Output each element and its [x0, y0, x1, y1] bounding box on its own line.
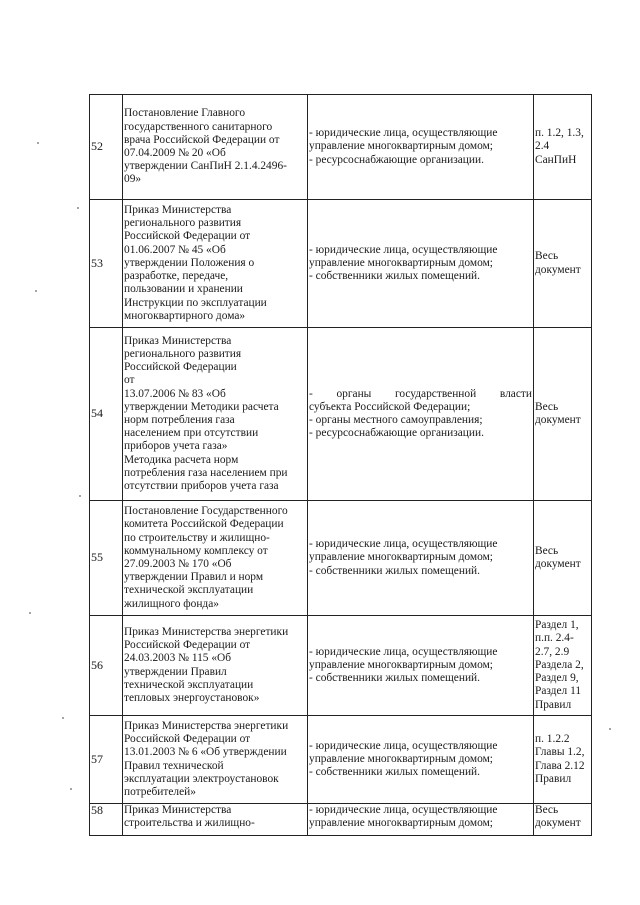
subjects-line: субъекта Российской Федерации; — [309, 400, 471, 413]
row-number: 52 — [90, 95, 123, 200]
document-title-line: строительства и жилищно- — [124, 817, 255, 830]
document-title-line: утверждении Положения о — [124, 256, 255, 269]
section-line: п. 1.2.2 — [535, 733, 570, 746]
document-title-line: утверждении Методики расчета — [124, 400, 279, 413]
document-title-line: от — [124, 374, 135, 387]
subjects-word: - — [309, 387, 313, 400]
document-title-cell — [123, 95, 308, 200]
subjects-line: управление многоквартирным домом; — [309, 752, 493, 765]
section-line: документ — [535, 263, 581, 276]
section-cell — [534, 95, 592, 200]
section-cell — [534, 716, 592, 804]
document-title-line: врача Российской Федерации от — [124, 133, 280, 146]
document-title-line: жилищного фонда» — [124, 597, 219, 610]
table-row — [90, 200, 592, 328]
document-title-line: коммунальному комплексу от — [124, 544, 268, 557]
document-title-cell — [123, 328, 308, 501]
document-title-cell — [123, 616, 308, 716]
document-title-line: 13.07.2006 № 83 «Об — [124, 387, 226, 400]
subjects-cell — [308, 95, 534, 200]
table-row — [90, 716, 592, 804]
section-cell — [534, 804, 592, 836]
document-title-line: 09» — [124, 173, 142, 186]
document-title-line: приборов учета газа» — [124, 440, 228, 453]
document-title-line: утверждении Правил — [124, 665, 227, 678]
subjects-word: органы — [336, 387, 372, 400]
document-title-line: многоквартирного дома» — [124, 309, 246, 322]
section-line: документ — [535, 817, 581, 830]
table-row — [90, 804, 592, 836]
row-number: 54 — [90, 328, 123, 501]
document-title-line: утверждении СанПиН 2.1.4.2496- — [124, 160, 287, 173]
subjects-line: - ресурсоснабжающие организации. — [309, 427, 484, 440]
subjects-line: управление многоквартирным домом; — [309, 817, 493, 830]
section-cell — [534, 200, 592, 328]
table-row — [90, 616, 592, 716]
document-title-line: Приказ Министерства — [124, 804, 232, 816]
subjects-line: - юридические лица, осуществляющие — [309, 804, 498, 816]
section-line: п. 1.2, 1.3, — [535, 127, 584, 140]
section-line: СанПиН — [535, 153, 577, 166]
document-title-line: Российской Федерации от — [124, 733, 251, 746]
document-title-line: Приказ Министерства — [124, 204, 232, 217]
subjects-line: управление многоквартирным домом; — [309, 256, 493, 269]
subjects-line: управление многоквартирным домом; — [309, 658, 493, 671]
section-line: Раздел 1, — [535, 619, 579, 632]
document-title-line: по строительству и жилищно- — [124, 531, 270, 544]
document-title-line: Российской Федерации от — [124, 230, 251, 243]
document-title-cell — [123, 804, 308, 836]
scan-speck — [77, 207, 79, 209]
document-title-line: 27.09.2003 № 170 «Об — [124, 558, 232, 570]
section-line: Весь — [535, 544, 559, 557]
subjects-line: - собственники жилых помещений. — [309, 766, 480, 779]
section-cell — [534, 501, 592, 616]
section-line: Раздел 11 — [535, 685, 582, 698]
section-line: Глава 2.12 — [535, 759, 585, 772]
document-title-line: разработке, передаче, — [124, 270, 229, 283]
subjects-cell — [308, 328, 534, 501]
subjects-line: - собственники жилых помещений. — [309, 270, 480, 283]
document-title-line: технической эксплуатации — [124, 584, 254, 597]
subjects-line: - юридические лица, осуществляющие — [309, 645, 498, 658]
subjects-line: - юридические лица, осуществляющие — [309, 127, 498, 140]
subjects-line: - юридические лица, осуществляющие — [309, 739, 498, 752]
scan-speck — [35, 290, 37, 292]
document-title-cell — [123, 501, 308, 616]
document-title-line: Приказ Министерства энергетики — [124, 625, 289, 638]
section-line: Раздела 2, — [535, 658, 584, 671]
section-cell — [534, 328, 592, 501]
subjects-word: власти — [499, 387, 532, 400]
row-number: 55 — [90, 501, 123, 616]
table-row — [90, 95, 592, 200]
document-title-line: Российской Федерации от — [124, 639, 251, 652]
document-title-cell — [123, 716, 308, 804]
section-line: Весь — [535, 804, 559, 816]
document-title-line: отсутствии приборов учета газа — [124, 480, 279, 493]
section-line: Весь — [535, 250, 559, 263]
document-title-line: Постановление Главного — [124, 107, 246, 120]
document-title-line: государственного санитарного — [124, 120, 273, 133]
section-line: Главы 1.2, — [535, 746, 585, 759]
subjects-line: - юридические лица, осуществляющие — [309, 243, 498, 256]
table-row — [90, 501, 592, 616]
subjects-cell — [308, 616, 534, 716]
section-line: документ — [535, 414, 581, 426]
scan-speck — [62, 717, 64, 719]
table-body — [90, 95, 592, 836]
document-title-line: Постановление Государственного — [124, 505, 288, 518]
section-cell — [534, 616, 592, 716]
document-title-line: комитета Российской Федерации — [124, 518, 284, 531]
section-line: 2.4 — [535, 140, 550, 153]
document-title-line: технической эксплуатации — [124, 678, 254, 691]
subjects-line: управление многоквартирным домом; — [309, 140, 493, 153]
document-title-line: Правил технической — [124, 759, 224, 772]
subjects-cell — [308, 804, 534, 836]
subjects-word: государственной — [395, 387, 477, 400]
section-line: Раздел 9, — [535, 672, 579, 685]
subjects-line: - собственники жилых помещений. — [309, 564, 480, 577]
subjects-cell — [308, 200, 534, 328]
document-title-line: пользовании и хранении — [124, 283, 243, 296]
document-title-line: Российской Федерации — [124, 361, 237, 374]
document-title-line: Инструкции по эксплуатации — [124, 296, 267, 309]
document-title-line: регионального развития — [124, 347, 242, 360]
document-title-line: потребления газа населением при — [124, 466, 288, 479]
section-line: документ — [535, 558, 581, 570]
document-title-cell — [123, 200, 308, 328]
section-line: 2.7, 2.9 — [535, 645, 570, 658]
document-title-line: эксплуатации электроустановок — [124, 772, 279, 785]
scan-speck — [79, 495, 81, 497]
row-number: 58 — [90, 804, 123, 836]
document-title-line: 13.01.2003 № 6 «Об утверждении — [124, 746, 287, 759]
document-title-line: 01.06.2007 № 45 «Об — [124, 243, 226, 256]
subjects-justified-line — [309, 388, 532, 401]
document-title-line: норм потребления газа — [124, 414, 235, 426]
document-title-line: населением при отсутствии — [124, 427, 259, 440]
row-number: 57 — [90, 716, 123, 804]
table-row — [90, 328, 592, 501]
row-number: 56 — [90, 616, 123, 716]
scan-speck — [609, 728, 611, 730]
row-number: 53 — [90, 200, 123, 328]
document-title-line: 24.03.2003 № 115 «Об — [124, 652, 232, 665]
regulations-table — [89, 94, 592, 836]
subjects-cell — [308, 716, 534, 804]
subjects-cell — [308, 501, 534, 616]
document-title-line: потребителей» — [124, 785, 196, 798]
section-line: Весь — [535, 400, 559, 413]
scan-speck — [29, 612, 31, 614]
scan-speck — [70, 788, 72, 790]
section-line: Правил — [535, 698, 572, 711]
document-title-line: 07.04.2009 № 20 «Об — [124, 147, 226, 159]
subjects-line: - органы местного самоуправления; — [309, 414, 483, 426]
subjects-line: - юридические лица, осуществляющие — [309, 538, 498, 551]
scan-speck — [37, 142, 39, 144]
section-line: Правил — [535, 772, 572, 785]
document-title-line: Методика расчета норм — [124, 453, 239, 466]
subjects-line: управление многоквартирным домом; — [309, 551, 493, 564]
document-title-line: Приказ Министерства энергетики — [124, 719, 289, 732]
subjects-line: - ресурсоснабжающие организации. — [309, 153, 484, 166]
document-title-line: тепловых энергоустановок» — [124, 691, 260, 704]
subjects-line: - собственники жилых помещений. — [309, 672, 480, 685]
section-line: п.п. 2.4- — [535, 632, 574, 645]
document-title-line: регионального развития — [124, 217, 242, 230]
document-title-line: Приказ Министерства — [124, 334, 232, 347]
document-title-line: утверждении Правил и норм — [124, 571, 264, 584]
